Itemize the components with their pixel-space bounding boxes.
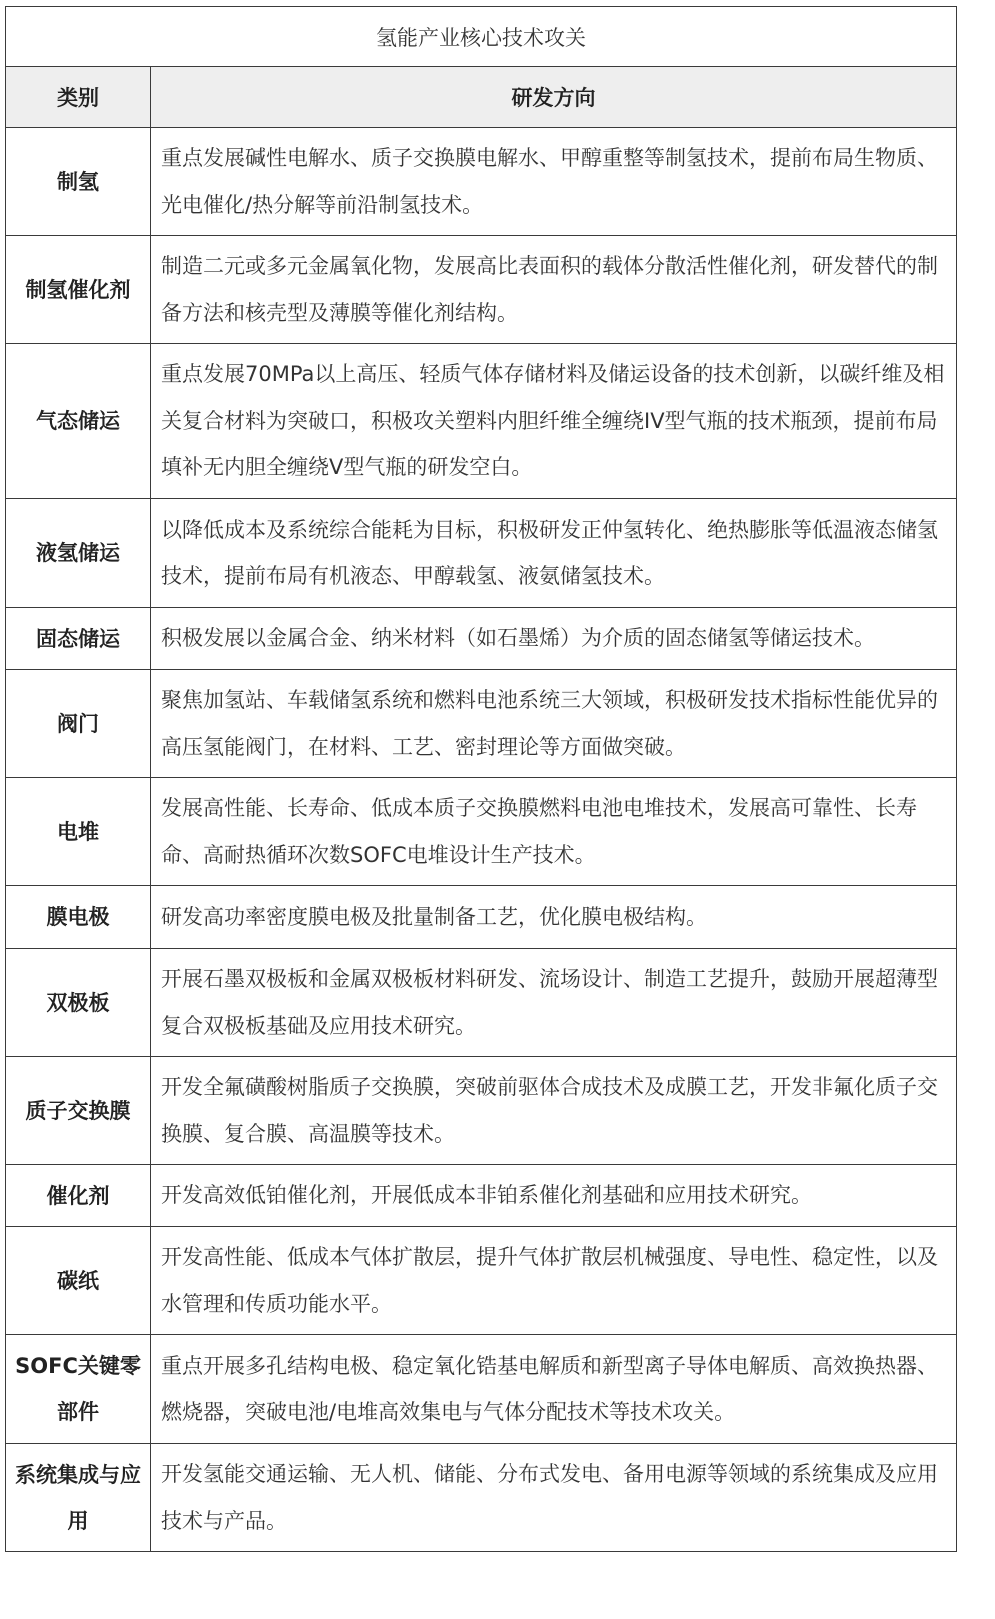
row-category: 制氢 [6,128,151,236]
table-row [6,778,957,886]
table-row [6,670,957,778]
row-direction: 发展高性能、长寿命、低成本质子交换膜燃料电池电堆技术，发展高可靠性、长寿命、高耐热循环次数SOFC电堆设计生产技术。 [151,778,957,886]
table-row [6,128,957,236]
table-row [6,608,957,670]
header-direction: 研发方向 [151,67,957,128]
row-direction: 开发全氟磺酸树脂质子交换膜，突破前驱体合成技术及成膜工艺，开发非氟化质子交换膜、复合膜、高温膜等技术。 [151,1057,957,1165]
header-category: 类别 [6,67,151,128]
row-direction: 开发氢能交通运输、无人机、储能、分布式发电、备用电源等领域的系统集成及应用技术与产品。 [151,1444,957,1552]
row-direction: 重点发展70MPa以上高压、轻质气体存储材料及储运设备的技术创新，以碳纤维及相关复合材料为突破口，积极攻关塑料内胆纤维全缠绕IV型气瓶的技术瓶颈，提前布局填补无内胆全缠绕V型气瓶的研发空白。 [151,344,957,499]
row-category: 固态储运 [6,608,151,670]
row-direction: 以降低成本及系统综合能耗为目标，积极研发正仲氢转化、绝热膨胀等低温液态储氢技术，提前布局有机液态、甲醇载氢、液氨储氢技术。 [151,499,957,608]
table-row [6,886,957,949]
row-category: 催化剂 [6,1165,151,1227]
table-row [6,344,957,499]
row-category: SOFC关键零部件 [6,1335,151,1444]
table-row [6,1335,957,1444]
row-category: 气态储运 [6,344,151,499]
row-category: 电堆 [6,778,151,886]
table-row [6,949,957,1057]
header-row [6,67,957,128]
table-row [6,499,957,608]
row-direction: 积极发展以金属合金、纳米材料（如石墨烯）为介质的固态储氢等储运技术。 [151,608,957,670]
row-direction: 重点开展多孔结构电极、稳定氧化锆基电解质和新型离子导体电解质、高效换热器、燃烧器，突破电池/电堆高效集电与气体分配技术等技术攻关。 [151,1335,957,1444]
row-category: 双极板 [6,949,151,1057]
row-direction: 制造二元或多元金属氧化物，发展高比表面积的载体分散活性催化剂，研发替代的制备方法和核壳型及薄膜等催化剂结构。 [151,236,957,344]
table-row [6,1057,957,1165]
row-category: 液氢储运 [6,499,151,608]
table-title: 氢能产业核心技术攻关 [6,7,957,67]
row-direction: 开展石墨双极板和金属双极板材料研发、流场设计、制造工艺提升，鼓励开展超薄型复合双极板基础及应用技术研究。 [151,949,957,1057]
row-direction: 开发高性能、低成本气体扩散层，提升气体扩散层机械强度、导电性、稳定性，以及水管理和传质功能水平。 [151,1227,957,1335]
table-row [6,1444,957,1552]
row-direction: 研发高功率密度膜电极及批量制备工艺，优化膜电极结构。 [151,886,957,949]
row-category: 膜电极 [6,886,151,949]
title-row [6,7,957,67]
table-row [6,1227,957,1335]
row-category: 质子交换膜 [6,1057,151,1165]
row-category: 碳纸 [6,1227,151,1335]
row-direction: 开发高效低铂催化剂，开展低成本非铂系催化剂基础和应用技术研究。 [151,1165,957,1227]
row-category: 制氢催化剂 [6,236,151,344]
row-category: 阀门 [6,670,151,778]
table-row [6,1165,957,1227]
tech-table [5,6,957,1552]
row-category: 系统集成与应用 [6,1444,151,1552]
table-row [6,236,957,344]
row-direction: 重点发展碱性电解水、质子交换膜电解水、甲醇重整等制氢技术，提前布局生物质、光电催化/热分解等前沿制氢技术。 [151,128,957,236]
row-direction: 聚焦加氢站、车载储氢系统和燃料电池系统三大领域，积极研发技术指标性能优异的高压氢能阀门，在材料、工艺、密封理论等方面做突破。 [151,670,957,778]
